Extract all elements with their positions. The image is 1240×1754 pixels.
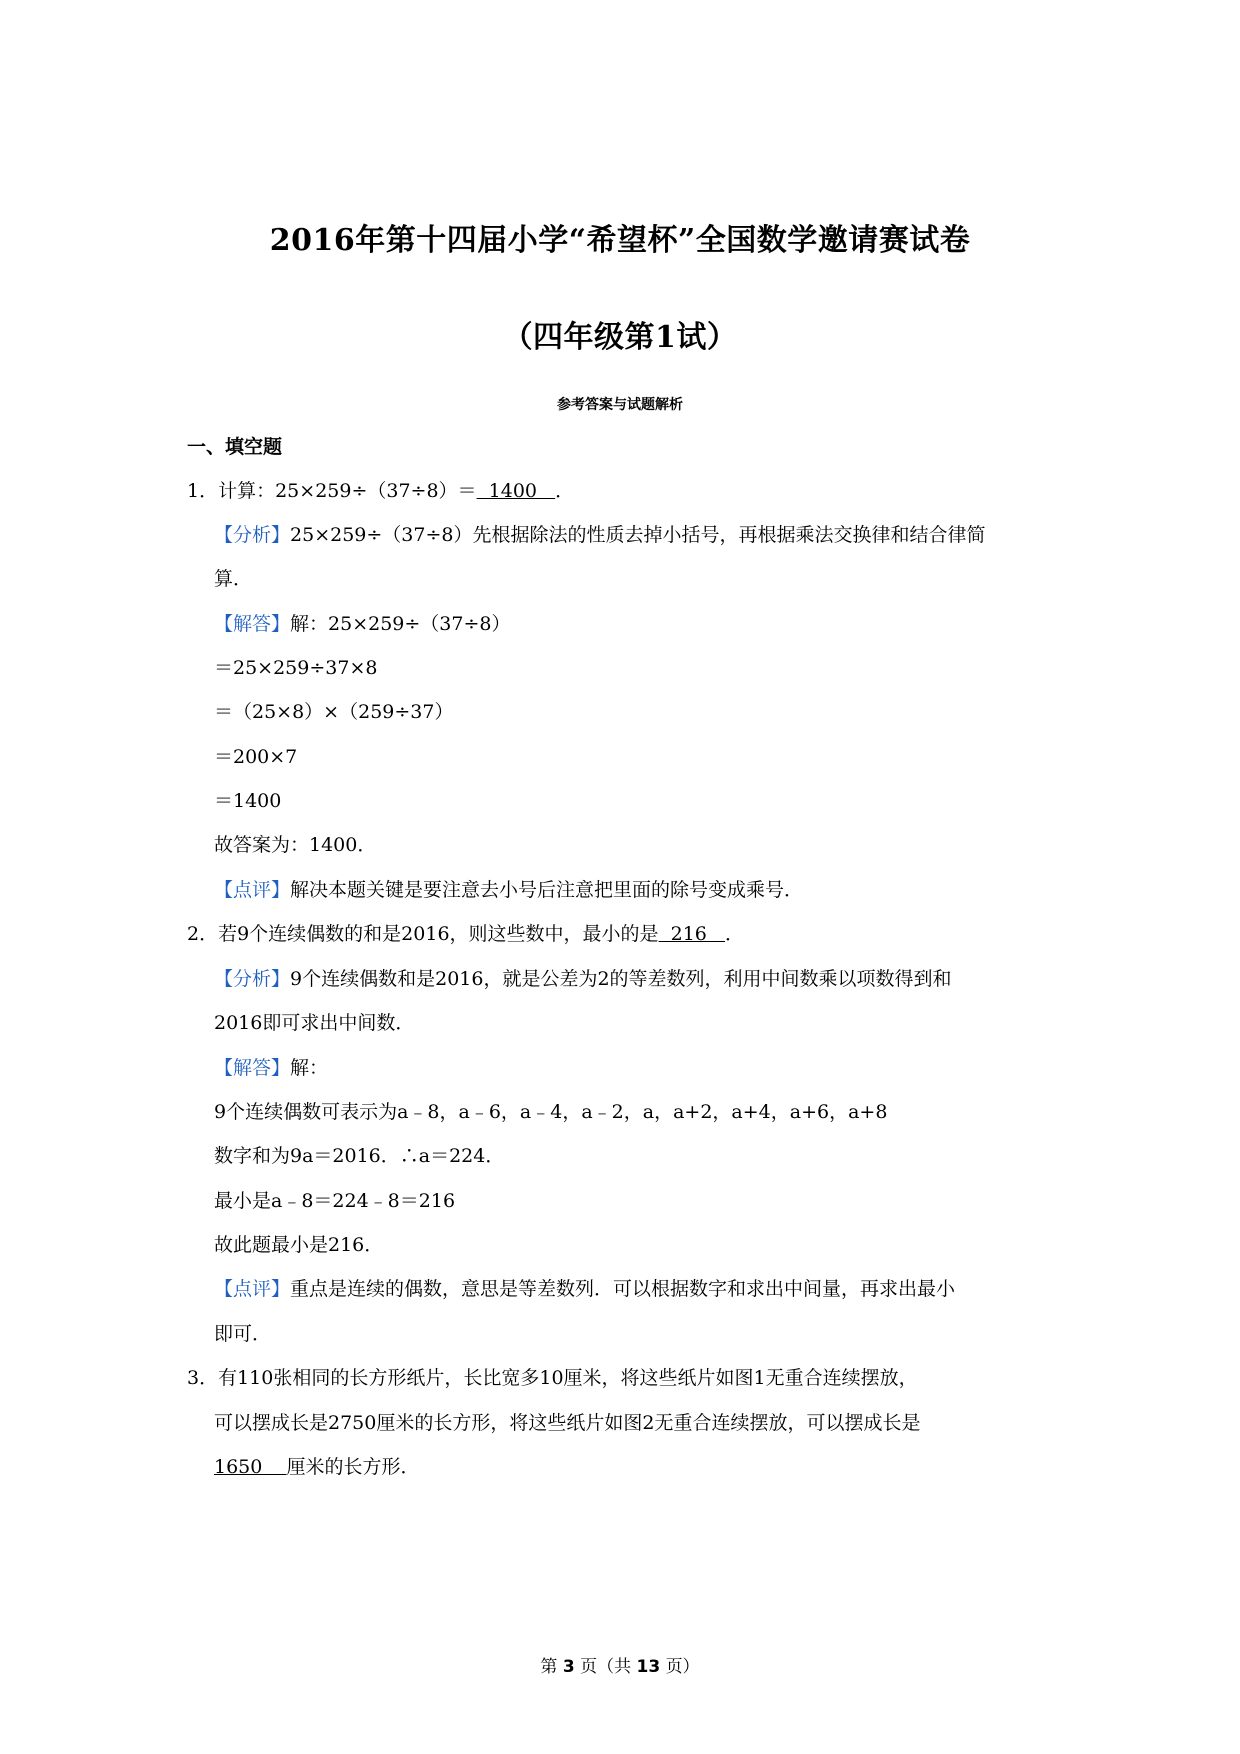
q2-comment-text: 重点是连续的偶数，意思是等差数列．可以根据数字和求出中间量，再求出最小 (290, 1278, 956, 1300)
q1-analysis-line2: 算． (214, 568, 253, 590)
footer-pre: 第 (540, 1657, 558, 1677)
q2-number: 2． (187, 923, 219, 945)
q1-analysis-text: 25×259÷（37÷8）先根据除法的性质去掉小括号，再根据乘法交换律和结合律简 (290, 524, 986, 546)
comment-tag: 【点评】 (214, 879, 291, 901)
solution-tag: 【解答】 (214, 1057, 291, 1079)
q1-comment-line (214, 877, 803, 903)
page-footer (0, 1652, 1240, 1677)
q1-step1: ＝25×259÷37×8 (214, 657, 378, 679)
q2-solution-line (214, 1055, 328, 1081)
footer-total-pages: 13 (636, 1657, 661, 1677)
q1-number: 1． (187, 480, 219, 502)
q2-analysis-line2: 2016即可求出中间数． (214, 1012, 415, 1034)
q2-solution-line3: 最小是a﹣8＝224﹣8＝216 (214, 1190, 456, 1212)
q2-comment-line2: 即可． (214, 1323, 272, 1345)
q1-conclusion: 故答案为：1400． (214, 834, 377, 856)
q1-end: ． (555, 480, 575, 502)
q1-step4: ＝1400 (214, 790, 282, 812)
q2-analysis-line1 (214, 966, 952, 992)
comment-tag: 【点评】 (214, 1278, 291, 1300)
q2-prompt-line (187, 921, 744, 947)
q1-prompt-line (187, 478, 574, 504)
q1-solution-line (214, 611, 510, 637)
document-subtitle: 参考答案与试题解析 (557, 397, 683, 413)
q1-comment-text: 解决本题关键是要注意去小号后注意把里面的除号变成乘号． (290, 879, 804, 901)
q3-answer: 1650 (214, 1456, 287, 1478)
q3-line3 (214, 1454, 420, 1480)
document-title-line2: （四年级第1试） (502, 320, 738, 355)
q1-solution-head: 解：25×259÷（37÷8） (290, 613, 511, 635)
analysis-tag: 【分析】 (214, 524, 291, 546)
q1-analysis-line1 (214, 522, 985, 548)
q3-line1 (187, 1365, 918, 1391)
q3-end: 厘米的长方形． (286, 1456, 420, 1478)
q1-prompt: 计算：25×259÷（37÷8）＝ (218, 480, 477, 502)
footer-mid: 页（共 (580, 1657, 632, 1677)
q2-prompt: 若9个连续偶数的和是2016，则这些数中，最小的是 (218, 923, 659, 945)
q2-solution-line1: 9个连续偶数可表示为a﹣8，a﹣6，a﹣4，a﹣2，a，a+2，a+4，a+6，a+8 (214, 1101, 888, 1123)
q2-solution-line4: 故此题最小是216． (214, 1234, 384, 1256)
q2-comment-line1 (214, 1276, 955, 1302)
footer-page-number: 3 (562, 1657, 575, 1677)
q2-solution-line2: 数字和为9a＝2016．∴a＝224． (214, 1145, 505, 1167)
q2-solution-head: 解： (290, 1057, 329, 1079)
q3-text1: 有110张相同的长方形纸片，长比宽多10厘米，将这些纸片如图1无重合连续摆放， (218, 1367, 918, 1389)
q2-answer: 216 (658, 923, 726, 945)
q1-step3: ＝200×7 (214, 746, 298, 768)
q1-answer: 1400 (476, 480, 556, 502)
q1-step2: ＝（25×8）×（259÷37） (214, 701, 454, 723)
q3-number: 3． (187, 1367, 219, 1389)
analysis-tag: 【分析】 (214, 968, 291, 990)
footer-post: 页） (665, 1657, 700, 1677)
q3-line2: 可以摆成长是2750厘米的长方形，将这些纸片如图2无重合连续摆放，可以摆成长是 (214, 1412, 921, 1434)
q2-end: ． (725, 923, 745, 945)
document-title-line1: 2016年第十四届小学“希望杯”全国数学邀请赛试卷 (269, 223, 971, 258)
section-heading: 一、填空题 (187, 436, 283, 458)
q2-analysis-text: 9个连续偶数和是2016，就是公差为2的等差数列，利用中间数乘以项数得到和 (290, 968, 952, 990)
solution-tag: 【解答】 (214, 613, 291, 635)
